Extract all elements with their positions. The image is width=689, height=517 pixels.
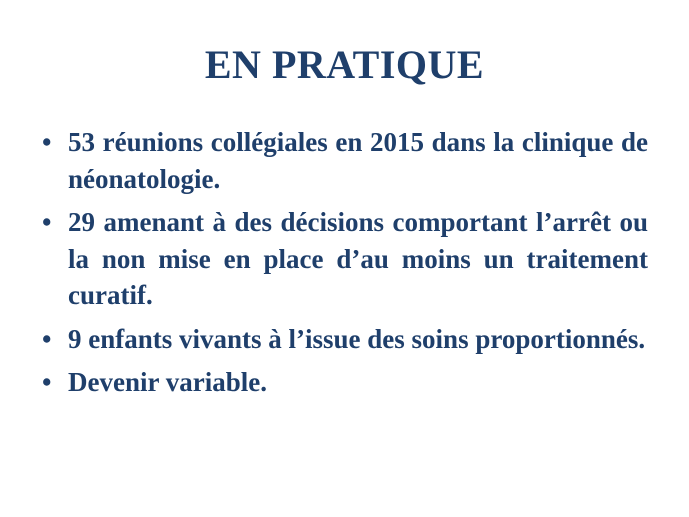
bullet-icon: • <box>42 127 52 157</box>
bullet-item <box>42 204 648 314</box>
bullet-text: Devenir variable. <box>68 367 267 397</box>
slide-title: EN PRATIQUE <box>204 42 485 87</box>
bullet-text: 53 réunions collégiales en 2015 dans la clinique de néonatologie. <box>68 127 648 194</box>
bullet-icon: • <box>42 367 52 397</box>
bullet-text: 9 enfants vivants à l’issue des soins proportionnés. <box>68 323 646 354</box>
bullet-item <box>42 364 648 401</box>
bullet-text: 29 amenant à des décisions comportant l’arrêt ou la non mise en place d’au moins un traitement curatif. <box>68 207 648 310</box>
bullet-item <box>42 321 648 358</box>
bullet-icon: • <box>42 323 52 354</box>
bullet-item <box>42 124 648 197</box>
bullet-list <box>42 124 648 408</box>
bullet-icon: • <box>42 207 52 237</box>
